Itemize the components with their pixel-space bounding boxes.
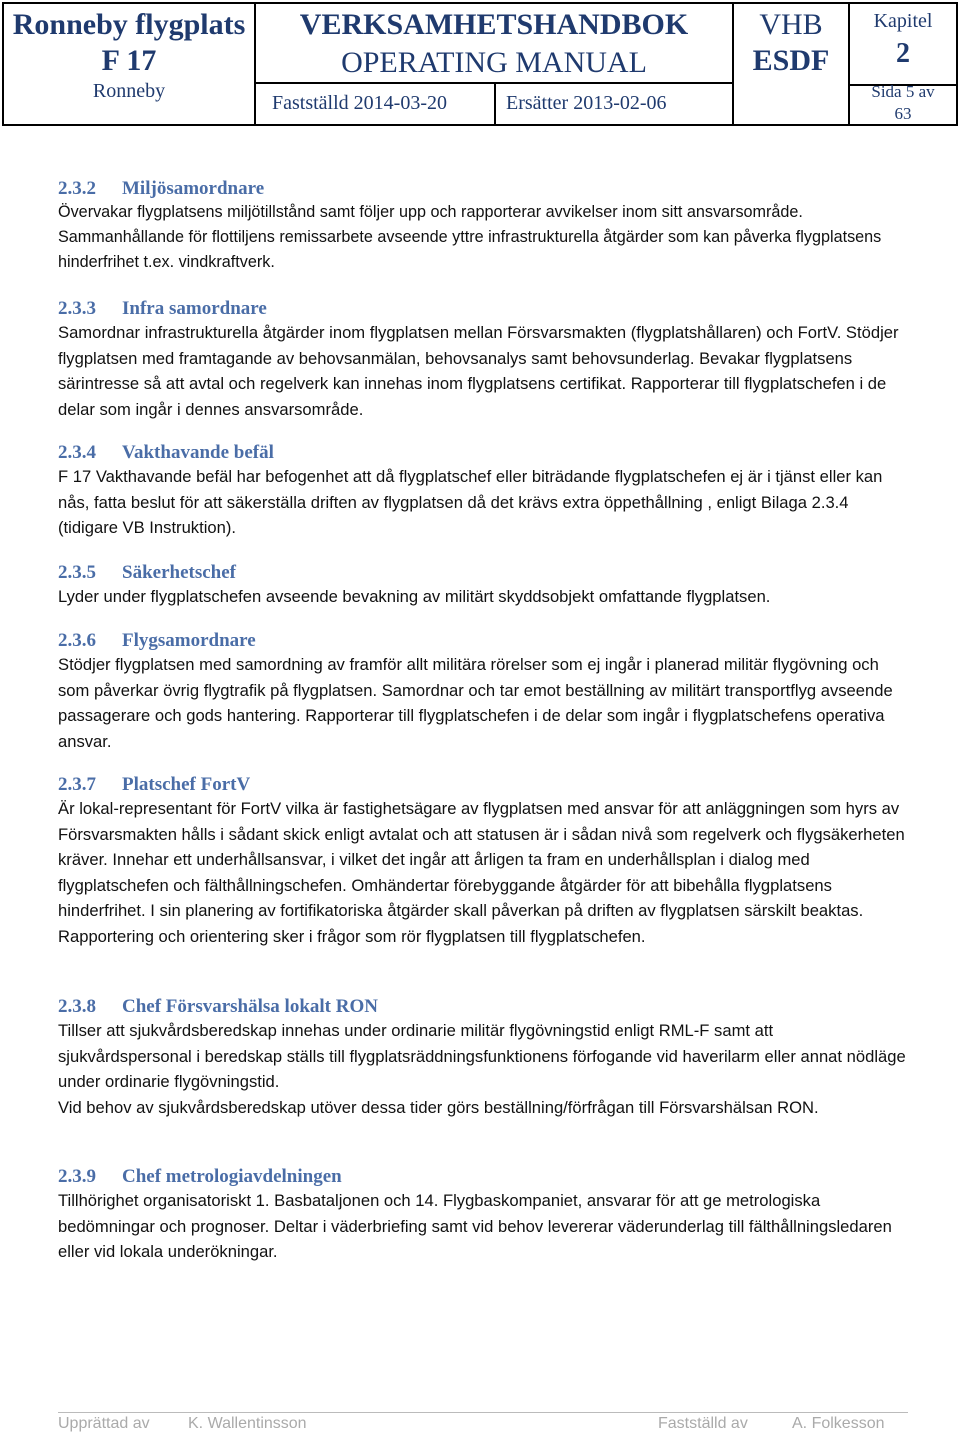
section-heading: 2.3.6 Flygsamordnare [58, 630, 256, 651]
prepared-label: Upprättad av [58, 1415, 150, 1432]
section-text: F 17 Vakthavande befäl har befogenhet att då flygplatschef eller biträdande flygplatschefen ej är i tjänst eller kan nås, fatta beslut för att säkerställa driften av flygplatsen då det krävs extra öppethållning , enligt Bilaga 2.3.4 (tidigare VB Instruktion). [58, 467, 883, 538]
page-label: Sida 5 av [871, 82, 935, 101]
chapter-number: 2 [896, 38, 910, 69]
section-2-3-2 [58, 178, 908, 275]
section-text: Är lokal-representant för FortV vilka är fastighetsägare av flygplatsen med ansvar för att anläggningen som hyrs av Försvarsmakten hålls i sådant skick enligt avtalat och att statusen är i sådan nivå som regelverk och flygsäkerheten kräver. Innehar ett underhållsansvar, i vilket det ingår att årligen ta fram en underhållsplan i dialog med flygplatschefen och fälthållningschefen. Omhändertar förebyggande åtgärder för att bibehålla flygplatsens hinderfrihet. I sin planering av fortifikatoriska åtgärder skall påverkan på driften av flygplatsen särskilt beaktas. Rapportering och orientering sker i frågor som rör flygplatsen till flygplatschefen. [58, 799, 905, 946]
section-text: Tillser att sjukvårdsberedskap innehas under ordinarie militär flygövningstid enligt RML-F samt att sjukvårdspersonal i beredskap ställs till flygplatsräddningsfunktionens förfogande vid haverilarm eller annat nödläge under ordinarie flygövningstid. [58, 1021, 906, 1092]
header-chapter-cell [850, 4, 956, 124]
header-title-cell [256, 4, 734, 124]
doc-title: VERKSAMHETSHANDBOK [299, 8, 689, 41]
header-org-cell [4, 4, 256, 124]
document-footer [58, 1412, 908, 1437]
section-2-3-4 [58, 442, 908, 541]
header-dates [256, 82, 732, 126]
section-text: Vid behov av sjukvårdsberedskap utöver dessa tider görs beställning/förfrågan till Försvarshälsan RON. [58, 1097, 819, 1117]
doc-subtitle: OPERATING MANUAL [341, 46, 647, 79]
wing-name: F 17 [101, 44, 157, 77]
page-total: 63 [894, 104, 912, 123]
section-2-3-7 [58, 774, 908, 950]
section-text: Övervakar flygplatsens miljötillstånd samt följer upp och rapporterar avvikelser inom sitt ansvarsområde. Sammanhållande för flottiljens remissarbete avseende yttre infrastrukturella åtgärder som kan påverka flygplatsens hinderfrihet t.ex. vindkraftverk. [58, 203, 882, 271]
section-2-3-5 [58, 562, 908, 610]
approved-by: A. Folkesson [792, 1415, 885, 1432]
location: Ronneby [92, 80, 166, 102]
section-heading: 2.3.8 Chef Försvarshälsa lokalt RON [58, 996, 378, 1017]
section-heading: 2.3.5 Säkerhetschef [58, 562, 236, 583]
header-code-cell [734, 4, 850, 124]
chapter-label: Kapitel [873, 10, 933, 32]
code-vhb: VHB [759, 8, 823, 41]
section-2-3-8 [58, 996, 908, 1120]
code-esdf: ESDF [752, 44, 830, 77]
section-heading: 2.3.2 Miljösamordnare [58, 178, 265, 199]
prepared-by: K. Wallentinsson [188, 1415, 307, 1432]
replaces-date: Ersätter 2013-02-06 [506, 92, 667, 114]
section-2-3-9 [58, 1166, 908, 1265]
established-date: Fastställd 2014-03-20 [272, 92, 447, 114]
document-header [2, 2, 958, 126]
approved-label: Fastställd av [658, 1415, 748, 1432]
org-name: Ronneby flygplats [12, 8, 246, 41]
section-heading: 2.3.3 Infra samordnare [58, 298, 267, 319]
section-heading: 2.3.9 Chef metrologiavdelningen [58, 1166, 342, 1187]
section-text: Samordnar infrastrukturella åtgärder inom flygplatsen mellan Försvarsmakten (flygplatshållaren) och FortV. Stödjer flygplatsen med framtagande av behovsanmälan, behovsanalys samt behovsunderlag. Bevakar flygplatsens särintresse så att avtal och regelverk kan innehas inom flygplatsens certifikat. Rapporterar till flygplatschefen i de delar som ingår i dennes ansvarsområde. [58, 323, 899, 419]
section-2-3-6 [58, 630, 908, 754]
section-2-3-3 [58, 298, 908, 422]
section-text: Stödjer flygplatsen med samordning av framför allt militära rörelser som ej ingår i planerad militär flygövning och som påverkar övrig flygtrafik på flygplatsen. Samordnar och tar emot beställning av militärt transportflyg avseende passagerare och gods hantering. Rapporterar till flygplatschefen i de delar som ingår i flygplatschefens operativa ansvar. [58, 655, 893, 751]
section-text: Tillhörighet organisatoriskt 1. Basbataljonen och 14. Flygbaskompaniet, ansvarar för att ge metrologiska bedömningar och prognoser. Deltar i väderbriefing samt vid behov levererar väderunderlag till fälthållningsledaren eller vid lokala underökningar. [58, 1191, 892, 1262]
section-heading: 2.3.4 Vakthavande befäl [58, 442, 274, 463]
section-heading: 2.3.7 Platschef FortV [58, 774, 251, 795]
section-text: Lyder under flygplatschefen avseende bevakning av militärt skyddsobjekt omfattande flygplatsen. [58, 587, 771, 606]
